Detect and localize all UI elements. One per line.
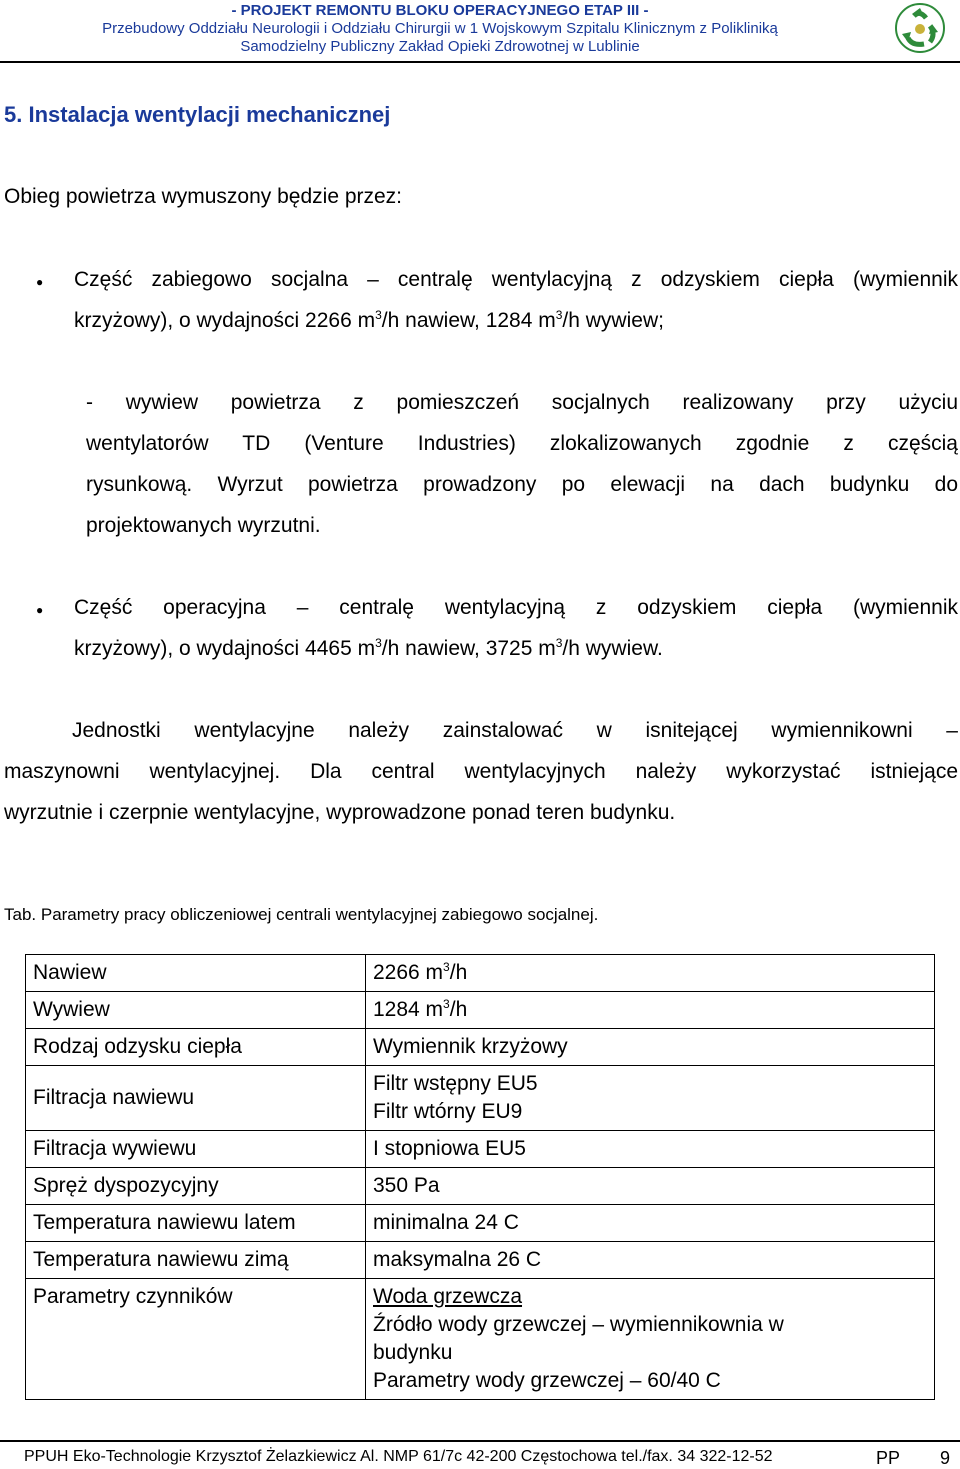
bullet-marker: ● [36, 603, 44, 617]
param-label: Parametry czynników [26, 1279, 366, 1400]
param-value: Filtr wstępny EU5 Filtr wtórny EU9 [366, 1066, 935, 1131]
table-row [26, 992, 935, 1029]
param-label: Nawiew [26, 955, 366, 992]
param-value: Wymiennik krzyżowy [366, 1029, 935, 1066]
bullet2-line2: krzyżowy), o wydajności 4465 $m^3/h$ nawiew, 3725 $m^3/h$ wywiew. [74, 636, 663, 660]
table-caption: Tab. Parametry pracy obliczeniowej centrali wentylacyjnej zabiegowo socjalnej. [4, 905, 599, 924]
header-project-title: - PROJEKT REMONTU BLOKU OPERACYJNEGO ETAP III - [231, 2, 649, 19]
table-row [26, 1066, 935, 1131]
header-text [0, 2, 880, 56]
sub-line2: wentylatorów TD (Venture Industries) zlokalizowanych zgodnie z częścią [86, 432, 958, 455]
para-line1: Jednostki wentylacyjne należy zainstalować w isnitejącej wymiennikowni – [72, 719, 958, 742]
bullet-marker: ● [36, 275, 44, 289]
param-label: Temperatura nawiewu zimą [26, 1242, 366, 1279]
table-row [26, 1242, 935, 1279]
footer-company: PPUH Eko-Technologie Krzysztof Żelazkiewicz Al. NMP 61/7c 42-200 Częstochowa tel./fax. 34 322-12-52 [24, 1448, 773, 1465]
header-institution: Samodzielny Publiczny Zakład Opieki Zdrowotnej w Lublinie [240, 38, 640, 55]
param-value: Woda grzewcza Źródło wody grzewczej – wymiennikownia w budynku Parametry wody grzewczej – 60/40 C [366, 1279, 935, 1400]
section-title: 5. Instalacja wentylacji mechanicznej [4, 102, 391, 127]
param-value: 2266 $m^3/h$ [366, 955, 935, 992]
page-header [0, 0, 960, 62]
param-label: Rodzaj odzysku ciepła [26, 1029, 366, 1066]
para-line3: wyrzutnie i czerpnie wentylacyjne, wyprowadzone ponad teren budynku. [4, 801, 676, 824]
para-line2: maszynowni wentylacyjnej. Dla central wentylacyjnych należy wykorzystać istniejące [4, 760, 958, 783]
sub-line4: projektowanych wyrzutni. [86, 514, 321, 537]
header-divider [0, 61, 960, 63]
param-value: I stopniowa EU5 [366, 1131, 935, 1168]
table-row [26, 1205, 935, 1242]
param-value: minimalna 24 C [366, 1205, 935, 1242]
param-label: Filtracja wywiewu [26, 1131, 366, 1168]
header-project-subtitle: Przebudowy Oddziału Neurologii i Oddziału Chirurgii w 1 Wojskowym Szpitalu Klinicznym z Polikliniką [102, 20, 778, 37]
param-value: maksymalna 26 C [366, 1242, 935, 1279]
param-value: 1284 $m^3/h$ [366, 992, 935, 1029]
table-row [26, 1168, 935, 1205]
footer-divider [0, 1440, 960, 1442]
param-label: Filtracja nawiewu [26, 1066, 366, 1131]
intro-text: Obieg powietrza wymuszony będzie przez: [4, 185, 403, 208]
table-row [26, 955, 935, 992]
table-row [26, 1029, 935, 1066]
table-row [26, 1279, 935, 1400]
sub-line3: rysunkową. Wyrzut powietrza prowadzony po elewacji na dach budynku do [86, 473, 958, 496]
footer-pp-label: PP [876, 1448, 901, 1468]
param-label: Wywiew [26, 992, 366, 1029]
table-row [26, 1131, 935, 1168]
parameters-table [25, 954, 935, 1400]
param-label: Spręż dyspozycyjny [26, 1168, 366, 1205]
page-number: 9 [940, 1448, 951, 1468]
param-label: Temperatura nawiewu latem [26, 1205, 366, 1242]
param-value: 350 Pa [366, 1168, 935, 1205]
bullet1-line2: krzyżowy), o wydajności 2266 $m^3/h$ nawiew, 1284 $m^3/h$ wywiew; [74, 308, 664, 332]
sub-line1: - wywiew powietrza z pomieszczeń socjalnych realizowany przy użyciu [86, 391, 958, 414]
bullet1-line1: Część zabiegowo socjalna – centralę wentylacyjną z odzyskiem ciepła (wymiennik [74, 268, 958, 291]
bullet2-line1: Część operacyjna – centralę wentylacyjną z odzyskiem ciepła (wymiennik [74, 596, 958, 619]
recycling-logo-icon [894, 2, 946, 54]
